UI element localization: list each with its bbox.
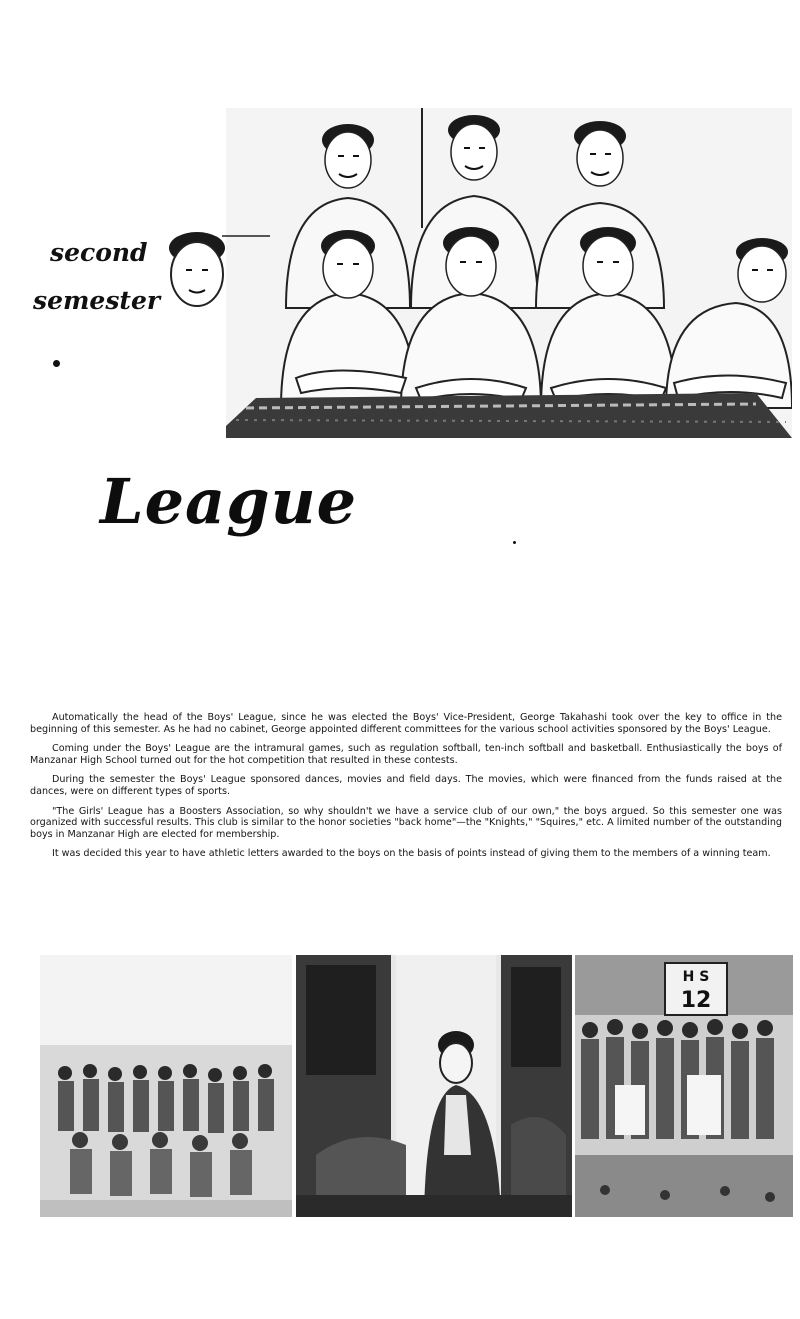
group-photo [226, 108, 792, 438]
article-body [30, 712, 782, 868]
paragraph: During the semester the Boys' League sponsored dances, movies and field days. The movies, which were financed from the funds raised at the dances, were on different types of sports. [30, 774, 782, 797]
caption-line-2: semester [33, 286, 161, 315]
paragraph: "The Girls' League has a Boosters Association, so why shouldn't we have a service club of our own," the boys argued. So this semester one was organized with successful results. This club is similar to the honor societies "back home"—the "Knights," "Squires," etc. A limited number of the outstanding boys in Manzanar High are elected for membership. [30, 805, 782, 840]
photo-strip [40, 955, 793, 1217]
bullet-dot [53, 360, 60, 367]
inset-portrait [152, 228, 272, 320]
rally-photo [575, 955, 793, 1217]
team-photo [40, 955, 292, 1217]
speck-dot [513, 541, 516, 544]
sign-letters: H S [682, 969, 710, 985]
page-title: League [100, 465, 358, 538]
paragraph: It was decided this year to have athletic letters awarded to the boys on the basis of points instead of giving them to the members of a winning team. [52, 848, 771, 860]
sign-number: 12 [680, 988, 712, 1013]
doorway-photo [296, 955, 572, 1217]
paragraph: Coming under the Boys' League are the intramural games, such as regulation softball, ten-inch softball and basketball. Enthusiastically the boys of Manzanar High School turned out for the hot competition that resulted in these contests. [30, 743, 782, 766]
paragraph: Automatically the head of the Boys' League, since he was elected the Boys' Vice-President, George Takahashi took over the key to office in the beginning of this semester. As he had no cabinet, George appointed different committees for the various school activities sponsored by the Boys' League. [30, 712, 782, 735]
caption-line-1: second [50, 238, 148, 267]
